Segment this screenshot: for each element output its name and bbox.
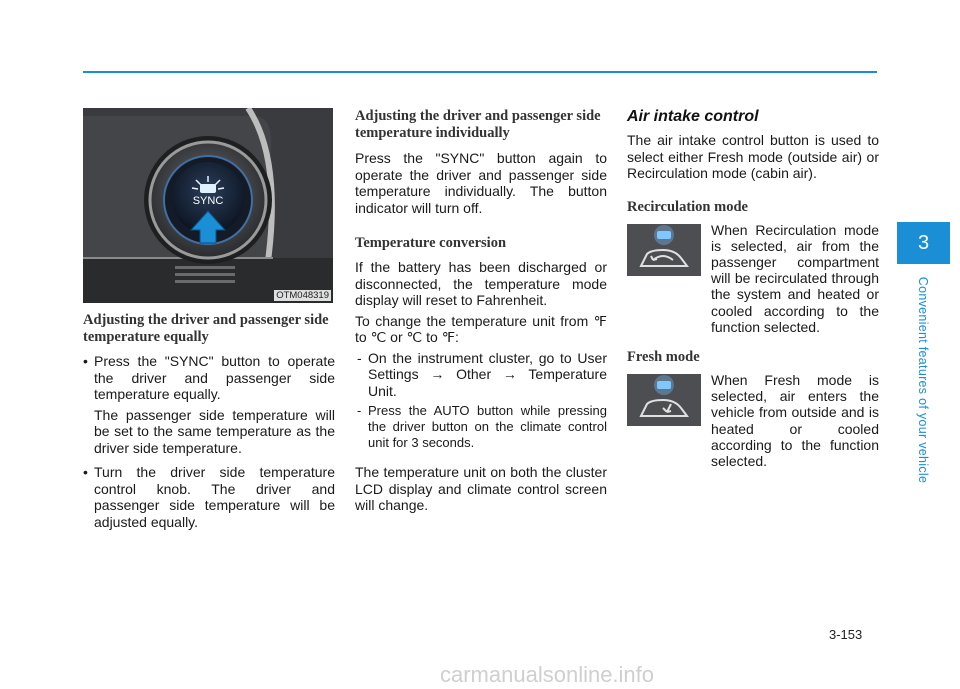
bullet-sync-note: The passenger side temperature will be set to the same temperature as the driver side temperature. <box>94 406 335 456</box>
column-1 <box>83 108 335 530</box>
heading-temp-conversion: Temperature conversion <box>355 235 507 251</box>
heading-recirculation: Recirculation mode <box>627 198 748 215</box>
heading-fresh: Fresh mode <box>627 348 700 365</box>
heading-equal-temp: Adjusting the driver and passenger side temperature equally <box>83 312 329 345</box>
fresh-block <box>627 372 879 469</box>
fresh-air-icon <box>627 374 701 426</box>
para-air-intake: The air intake control button is used to select either Fresh mode (outside air) or Recirculation mode (cabin air). <box>627 132 879 181</box>
recirculation-button-image <box>627 224 701 276</box>
bullet-sync: • Press the "SYNC" button to operate the driver and passenger side temperature equally. <box>83 353 335 403</box>
column-3 <box>627 108 879 469</box>
climate-knob-illustration <box>83 108 333 303</box>
sync-button-label: SYNC <box>192 195 224 207</box>
recirculation-text: When Recirculation mode is selected, air from the passenger compartment will be recirculated through the system and heated or cooled according to the function selected. <box>711 221 879 335</box>
fresh-text: When Fresh mode is selected, air enters the vehicle from outside and is heated or cooled according to the function selected. <box>711 371 879 469</box>
sync-button-photo <box>83 108 333 303</box>
para-unit-change: The temperature unit on both the cluster LCD display and climate control screen will change. <box>355 464 607 513</box>
para-individual: Press the "SYNC" button again to operate the driver and passenger side temperature individually. The button indicator will turn off. <box>355 150 607 216</box>
chapter-tab: 3 <box>897 222 950 264</box>
page-number: 3-153 <box>829 627 863 642</box>
bullet-turn-knob: • Turn the driver side temperature control knob. The driver and passenger side temperature will be adjusted equally. <box>83 464 335 530</box>
dash-auto-button: - Press the AUTO button while pressing the driver button on the climate control unit for 3 seconds. <box>355 403 607 451</box>
column-2 <box>355 108 607 514</box>
top-rule <box>83 71 877 73</box>
figure-code: OTM048319 <box>276 290 329 301</box>
para-change-unit: To change the temperature unit from ℉ to ℃ or ℃ to ℉: <box>355 312 607 345</box>
para-reset-fahrenheit: If the battery has been discharged or disconnected, the temperature mode display will reset to Fahrenheit. <box>355 259 607 308</box>
recirculation-block <box>627 222 879 335</box>
heading-individual-temp: Adjusting the driver and passenger side temperature individually <box>355 108 601 141</box>
recirculation-icon <box>627 224 701 276</box>
dash-cluster-settings: - On the instrument cluster, go to User Settings → Other → Temperature Unit. <box>355 350 607 400</box>
fresh-button-image <box>627 374 701 426</box>
heading-air-intake: Air intake control <box>627 108 759 125</box>
watermark: carmanualsonline.info <box>440 662 655 687</box>
